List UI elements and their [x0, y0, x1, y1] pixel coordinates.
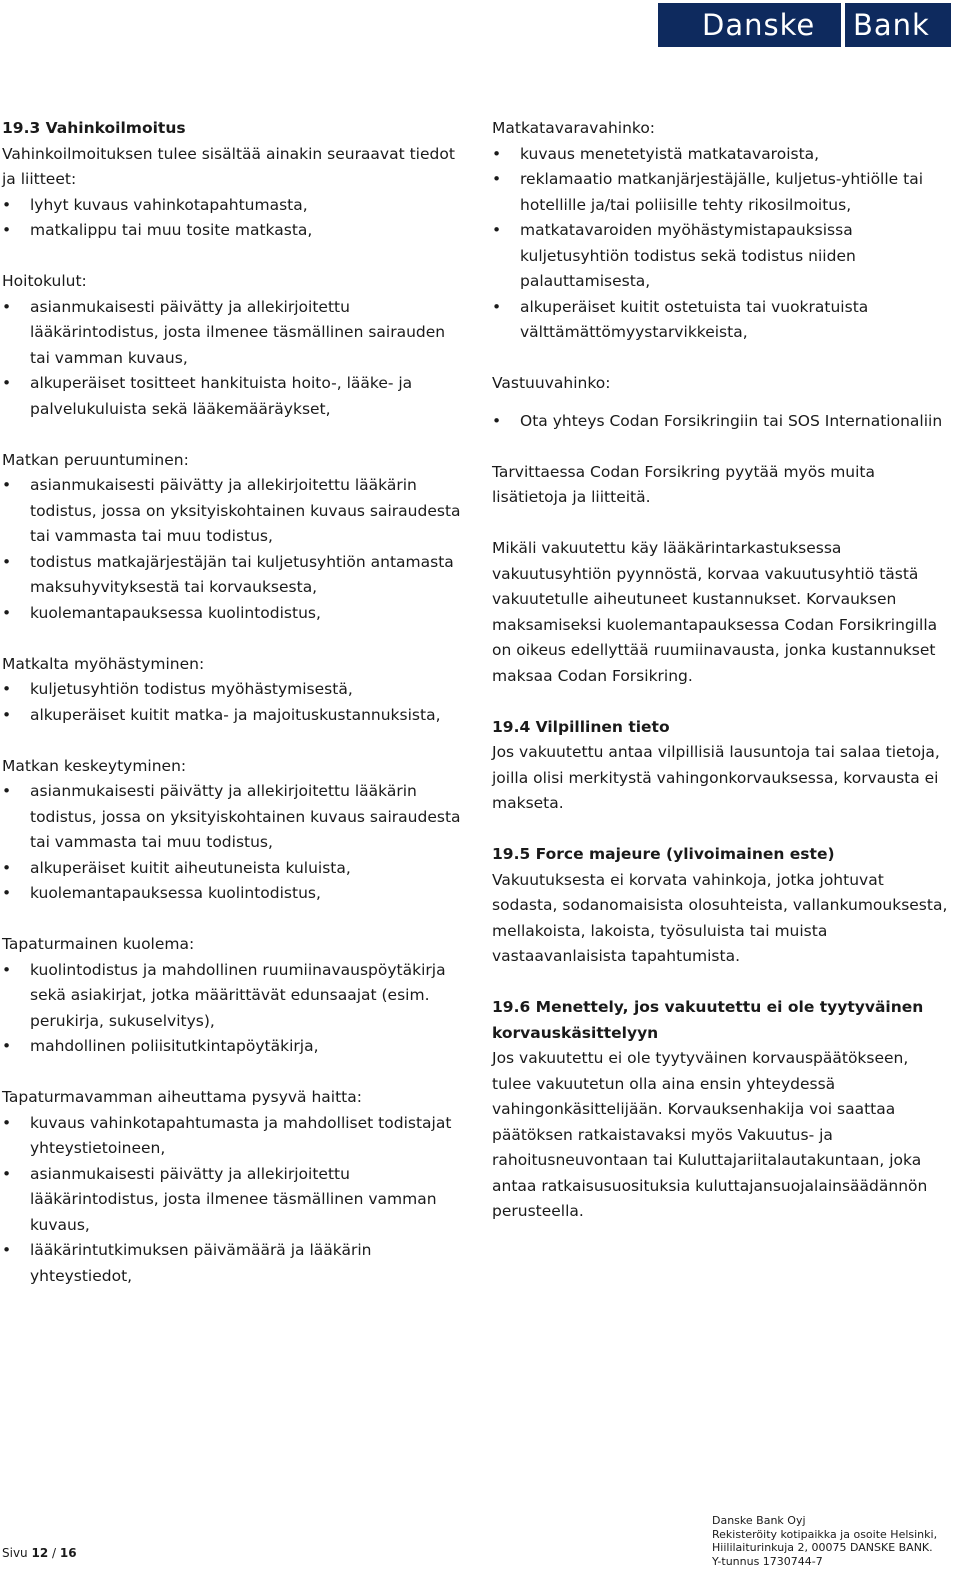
section-19-6 — [492, 995, 952, 1225]
group-pysyva-haitta — [2, 1085, 464, 1289]
list-item: • kuolemantapauksessa kuolintodistus, — [2, 881, 464, 907]
list-item: • asianmukaisesti päivätty ja allekirjoitettu lääkärintodistus, josta ilmenee täsmällinen sairauden tai vamman kuvaus, — [2, 295, 464, 372]
intro-text: Vahinkoilmoituksen tulee sisältää ainakin seuraavat tiedot ja liitteet: — [2, 144, 455, 188]
paragraph-text: Tarvittaessa Codan Forsikring pyytää myös muita lisätietoja ja liitteitä. — [492, 462, 876, 506]
list-item: • kuolemantapauksessa kuolintodistus, — [2, 601, 464, 627]
list-item: • alkuperäiset kuitit ostetuista tai vuokratuista välttämättömyystarvikkeista, — [492, 295, 952, 346]
list-item: • alkuperäiset kuitit aiheutuneista kuluista, — [2, 856, 464, 882]
logo-danske-text: Danske — [658, 3, 841, 47]
section-19-5 — [492, 842, 952, 970]
right-column — [492, 116, 952, 1250]
paragraph-text: Mikäli vakuutettu käy lääkärintarkastuksessa vakuutusyhtiön pyynnöstä, korvaa vakuutusyhtiö tästä vakuutetulle aiheutuneet kustannukset. Korvauksen maksamiseksi kuolemantapauksessa Codan Forsikringilla on oikeus edellyttää ruumiinavausta, jonka kustannukset maksaa Codan Forsikring. — [492, 539, 938, 685]
group-matkan-keskeytyminen — [2, 754, 464, 907]
page-number — [2, 1546, 77, 1560]
list-item: • alkuperäiset kuitit matka- ja majoituskustannuksista, — [2, 703, 464, 729]
section-title-19-6: 19.6 Menettely, jos vakuutettu ei ole tyytyväinen korvauskäsittelyyn — [492, 998, 924, 1042]
group-matkatavaravahinko — [492, 116, 952, 346]
paragraph-medical-exam — [492, 536, 952, 689]
list-item: • matkatavaroiden myöhästymistapauksissa kuljetusyhtiön todistus sekä todistus niiden palauttamisesta, — [492, 218, 952, 295]
page-separator: / — [52, 1546, 57, 1560]
group-tapaturmainen-kuolema — [2, 932, 464, 1060]
section-19-3 — [2, 116, 464, 244]
section-title-19-5: 19.5 Force majeure (ylivoimainen este) — [492, 845, 835, 863]
page-label: Sivu — [2, 1546, 28, 1560]
list-item: • asianmukaisesti päivätty ja allekirjoitettu lääkärin todistus, jossa on yksityiskohtainen kuvaus sairaudesta tai vammasta tai muu todistus, — [2, 779, 464, 856]
page-total: 16 — [59, 1546, 77, 1560]
group-label: Matkan peruuntuminen: — [2, 450, 189, 469]
group-matkan-peruuntuminen — [2, 448, 464, 627]
list-item: • matkalippu tai muu tosite matkasta, — [2, 218, 464, 244]
list-item: • mahdollinen poliisitutkintapöytäkirja, — [2, 1034, 464, 1060]
group-label: Matkan keskeytyminen: — [2, 756, 187, 775]
list-item: • todistus matkajärjestäjän tai kuljetusyhtiön antamasta maksuhyvityksestä tai korvauksesta, — [2, 550, 464, 601]
group-label: Matkalta myöhästyminen: — [2, 654, 205, 673]
section-text: Jos vakuutettu ei ole tyytyväinen korvauspäätökseen, tulee vakuutetun olla aina ensin yhteydessä vahingonkäsittelijään. Korvauksenhakija voi saattaa päätöksen ratkaistavaksi myös Vakuutus- ja rahoitusneuvontaan tai Kuluttajariitalautakuntaan, joka antaa ratkaisusuosituksia kuluttajansuojalainsäädännön perusteella. — [492, 1049, 928, 1220]
section-title-19-4: 19.4 Vilpillinen tieto — [492, 717, 670, 736]
group-label: Hoitokulut: — [2, 272, 87, 290]
list-item: • lääkärintutkimuksen päivämäärä ja lääkärin yhteystiedot, — [2, 1238, 464, 1289]
group-label: Tapaturmainen kuolema: — [2, 935, 195, 953]
list-item: • alkuperäiset tositteet hankituista hoito-, lääke- ja palvelukuluista sekä lääkemääräykset, — [2, 371, 464, 422]
list-item: • asianmukaisesti päivätty ja allekirjoitettu lääkärintodistus, josta ilmenee täsmällinen vamman kuvaus, — [2, 1162, 464, 1239]
section-19-4 — [492, 715, 952, 817]
page-current: 12 — [31, 1546, 49, 1560]
list-item: • asianmukaisesti päivätty ja allekirjoitettu lääkärin todistus, jossa on yksityiskohtainen kuvaus sairaudesta tai vammasta tai muu todistus, — [2, 473, 464, 550]
list-item: • kuljetusyhtiön todistus myöhästymisestä, — [2, 677, 464, 703]
group-label: Vastuuvahinko: — [492, 374, 611, 392]
list-item: • kuolintodistus ja mahdollinen ruumiinavauspöytäkirja sekä asiakirjat, jotka määrittävät edunsaajat (esim. perukirja, sukuselvitys), — [2, 958, 464, 1035]
company-name: Danske Bank Oyj — [712, 1514, 806, 1527]
group-hoitokulut — [2, 269, 464, 422]
list-item: • lyhyt kuvaus vahinkotapahtumasta, — [2, 193, 464, 219]
list-item: • kuvaus vahinkotapahtumasta ja mahdolliset todistajat yhteystietoineen, — [2, 1111, 464, 1162]
footer-company-info — [712, 1514, 958, 1568]
danske-bank-logo — [658, 3, 951, 47]
logo-bank-text: Bank — [845, 3, 951, 47]
group-vastuuvahinko — [492, 371, 952, 434]
list-item: • Ota yhteys Codan Forsikringiin tai SOS Internationaliin — [492, 409, 952, 435]
group-matkalta-myohastyminen — [2, 652, 464, 729]
list-item: • reklamaatio matkanjärjestäjälle, kuljetus-yhtiölle tai hotellille ja/tai poliisille tehty rikosilmoitus, — [492, 167, 952, 218]
company-business-id: Y-tunnus 1730744-7 — [712, 1554, 823, 1568]
group-label: Matkatavaravahinko: — [492, 119, 656, 137]
paragraph-extra-info — [492, 460, 952, 511]
list-item: • kuvaus menetetyistä matkatavaroista, — [492, 142, 952, 168]
left-column — [2, 116, 464, 1315]
intro-list — [2, 193, 464, 244]
section-text: Jos vakuutettu antaa vilpillisiä lausuntoja tai salaa tietoja, joilla olisi merkitystä vahingonkorvauksessa, korvausta ei makseta. — [492, 743, 940, 812]
company-address: Hiililaiturinkuja 2, 00075 DANSKE BANK. — [712, 1541, 933, 1554]
section-text: Vakuutuksesta ei korvata vahinkoja, jotka johtuvat sodasta, sodanomaisista olosuhteista, vallankumouksesta, mellakoista, lakoista, työsuluista tai muista vastaavanlaisista tapahtumista. — [492, 870, 948, 965]
company-registered: Rekisteröity kotipaikka ja osoite Helsinki, — [712, 1527, 938, 1541]
group-label: Tapaturmavamman aiheuttama pysyvä haitta: — [2, 1088, 362, 1106]
section-title-19-3: 19.3 Vahinkoilmoitus — [2, 119, 186, 137]
